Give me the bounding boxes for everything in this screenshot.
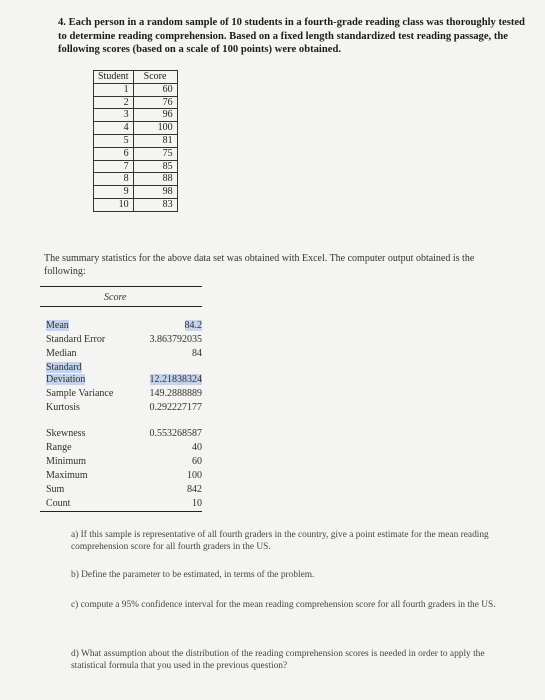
stat-label-mean [46,320,69,331]
student-cell: 6 [94,147,134,160]
score-cell: 85 [133,160,177,173]
score-cell: 75 [133,147,177,160]
table-row [94,198,178,211]
mean-value: 84.2 [184,320,202,331]
student-column-header: Student [94,71,134,84]
question-b: b) Define the parameter to be estimated, in terms of the problem. [71,570,315,580]
question-d: d) What assumption about the distribution of the reading comprehension scores is needed in order to apply the statistical formula that you used in the previous question? [71,649,485,671]
stat-value-maximum: 100 [187,470,202,481]
student-cell: 4 [94,122,134,135]
table-row [94,160,178,173]
stat-label-std-dev-line2 [46,374,85,385]
stat-value-kurtosis: 0.292227177 [149,402,202,413]
output-bottom-rule [40,511,202,512]
student-cell: 1 [94,83,134,96]
question-a: a) If this sample is representative of all fourth graders in the country, give a point estimate for the mean reading comprehension score for all fourth graders in the US. [71,530,489,552]
score-cell: 81 [133,134,177,147]
stat-label-sum: Sum [46,484,65,495]
table-row [94,173,178,186]
std-dev-label-line1: Standard [46,362,82,373]
problem-heading: 4. Each person in a random sample of 10 students in a fourth-grade reading class was thoroughly tested to determine reading comprehension. Based on a fixed length standardized test reading passage, the following scores (based on a scale of 100 points) were obtained. [58,17,525,56]
stat-value-minimum: 60 [192,456,202,467]
table-row [94,122,178,135]
stat-label-count: Count [46,498,71,509]
stat-value-mean [185,320,203,331]
summary-intro: The summary statistics for the above data set was obtained with Excel. The computer output obtained is the following: [44,253,475,277]
stat-label-sample-variance: Sample Variance [46,388,114,399]
stat-label-median: Median [46,348,77,359]
table-row [94,109,178,122]
score-cell: 96 [133,109,177,122]
stat-value-median: 84 [192,348,202,359]
table-row [94,134,178,147]
stat-value-sum: 842 [187,484,202,495]
stat-value-sample-variance: 149.2888889 [149,388,202,399]
score-cell: 100 [133,122,177,135]
stat-label-minimum: Minimum [46,456,87,467]
stat-label-range: Range [46,442,72,453]
stat-value-skewness: 0.553268587 [149,428,202,439]
score-column-header: Score [133,71,177,84]
std-dev-value: 12.21838324 [149,374,202,385]
question-c: c) compute a 95% confidence interval for the mean reading comprehension score for all fourth graders in the US. [71,600,496,610]
student-cell: 10 [94,198,134,211]
student-cell: 8 [94,173,134,186]
stat-value-count: 10 [192,498,202,509]
std-dev-label-line2: Deviation [46,374,86,385]
score-table-header-row [94,71,178,84]
stat-label-skewness: Skewness [46,428,86,439]
student-cell: 9 [94,186,134,199]
student-cell: 5 [94,134,134,147]
mean-label: Mean [46,320,69,331]
stat-value-std-dev [150,374,203,385]
table-row [94,147,178,160]
output-top-rule [40,286,202,287]
score-cell: 98 [133,186,177,199]
student-cell: 7 [94,160,134,173]
student-cell: 2 [94,96,134,109]
score-cell: 83 [133,198,177,211]
table-row [94,83,178,96]
output-column-header: Score [104,292,127,303]
score-table [93,70,178,212]
score-cell: 60 [133,83,177,96]
student-cell: 3 [94,109,134,122]
stat-label-kurtosis: Kurtosis [46,402,80,413]
stat-label-standard-error: Standard Error [46,334,106,345]
stat-label-std-dev-line1 [46,362,82,373]
stat-value-standard-error: 3.863792035 [149,334,202,345]
stat-value-range: 40 [192,442,202,453]
stat-label-maximum: Maximum [46,470,88,481]
output-header-rule [40,306,202,307]
table-row [94,186,178,199]
table-row [94,96,178,109]
score-cell: 76 [133,96,177,109]
score-cell: 88 [133,173,177,186]
